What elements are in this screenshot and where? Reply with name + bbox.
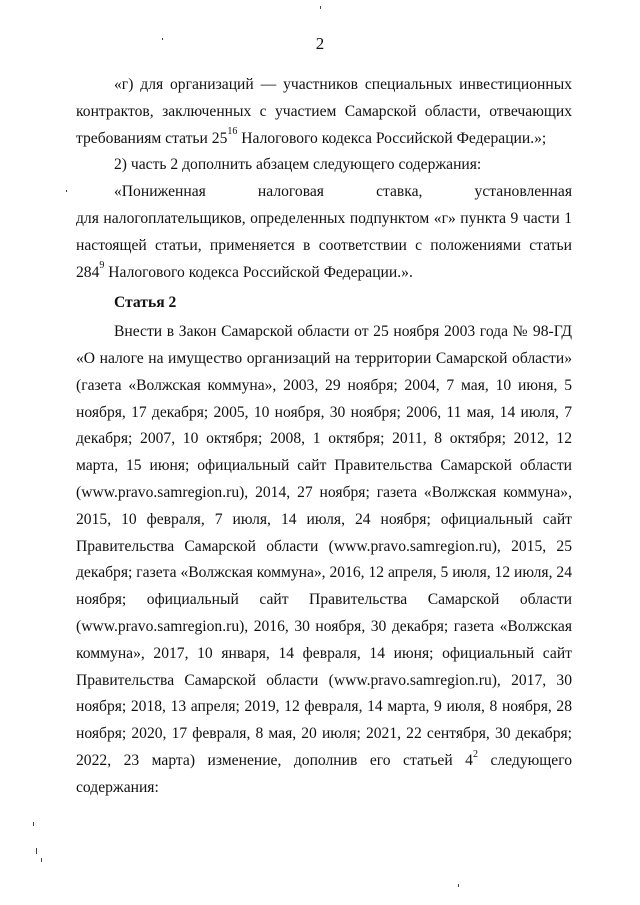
paragraph-quote — [76, 206, 572, 286]
paragraph-text: Налогового кодекса Российской Федерации.». — [104, 263, 413, 281]
paragraph-quote-first-line: «Пониженная налоговая ставка, установленная — [114, 183, 572, 201]
document-body — [76, 72, 572, 802]
paragraph-text: «г) для организаций — участников специальных инвестиционных контрактов, заключенных с участием Самарской области, отвечающих требованиям статьи 25 — [76, 76, 572, 147]
paragraph-text: для налогоплательщиков, определенных подпунктом «г» пункта 9 части 1 настоящей статьи, применяется в соответствии с положениями статьи 284 — [76, 209, 572, 281]
paragraph-part-2: 2) часть 2 дополнить абзацем следующего содержания: — [114, 156, 482, 174]
superscript: 2 — [472, 748, 478, 760]
superscript: 9 — [99, 260, 105, 272]
paragraph-text: Внести в Закон Самарской области от 25 ноября 2003 года № 98-ГД «О налоге на имущество организаций на территории Самарской области» (газета «Волжская коммуна», 2003, 29 ноября; 2004, 7 мая, 10 июня, 5 ноября, 17 декабря; 2005, 10 ноября, 30 ноября; 2006, 11 мая, 14 июля, 7 декабря; 2007, 10 октября; 2008, 1 октября; 2011, 8 октября; 2012, 12 марта, 15 июня; официальный сайт Правительства Самарской области (www.pravo.samregion.ru), 2014, 27 ноября; газета «Волжская коммуна», 2015, 10 февраля, 7 июля, 14 июля, 24 ноября; официальный сайт Правительства Самарской области (www.pravo.samregion.ru), 2015, 25 декабря; газета «Волжская коммуна», 2016, 12 апреля, 5 июля, 12 июля, 24 ноября; официальный сайт Правительства Самарской области (www.pravo.samregion.ru), 2016, 30 ноября, 30 декабря; газета «Волжская коммуна», 2017, 10 января, 14 февраля, 14 июня; официальный сайт Правительства Самарской области (www.pravo.samregion.ru), 2017, 30 ноября; 2018, 13 апреля; 2019, 12 февраля, 14 марта, 9 июля, 8 ноября, 28 ноября; 2020, 17 февраля, 8 мая, 20 июля; 2021, 22 сентября, 30 декабря; 2022, 23 марта) изменение, дополнив его статьей 4 — [76, 323, 572, 769]
page-number: 2 — [315, 34, 325, 53]
paragraph-subitem-g — [76, 72, 572, 152]
superscript: 16 — [227, 126, 238, 138]
paragraph-article-2 — [76, 319, 572, 801]
paragraph-text: Налогового кодекса Российской Федерации.»; — [237, 129, 547, 147]
paragraph-text: следующего содержания: — [76, 751, 573, 796]
article-heading: Статья 2 — [114, 294, 177, 312]
